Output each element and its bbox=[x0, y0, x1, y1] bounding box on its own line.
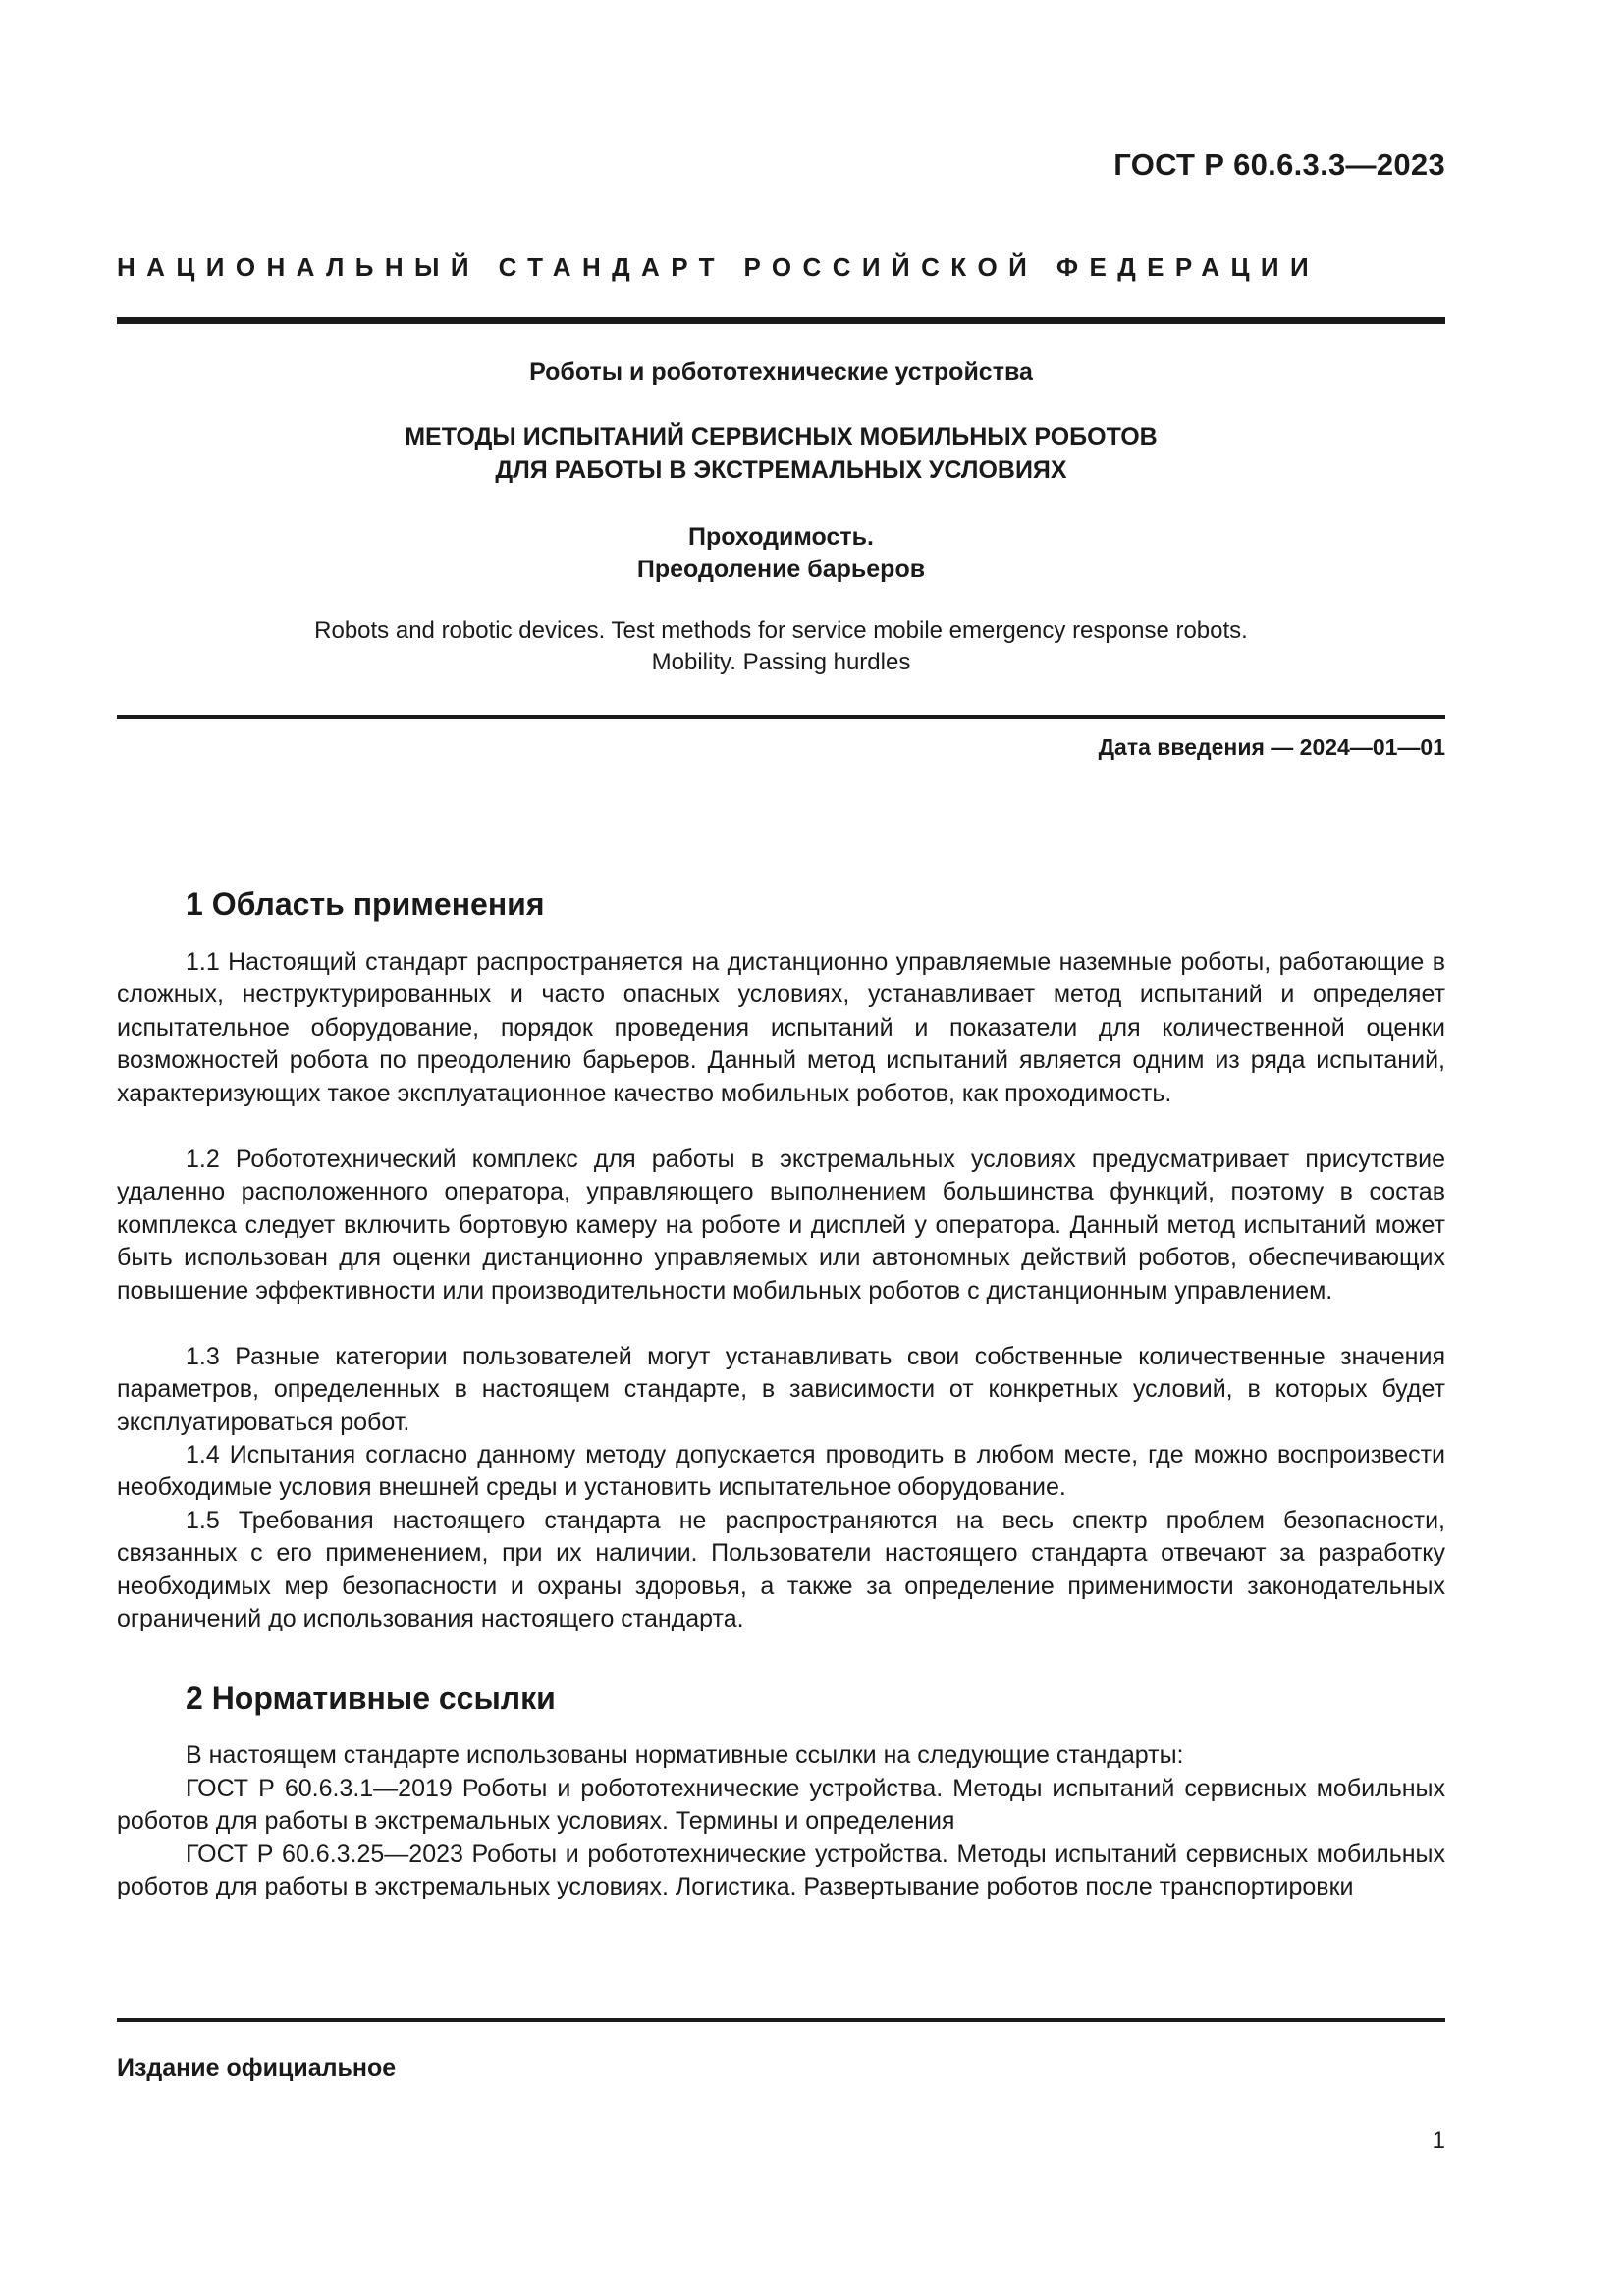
introduction-date: Дата введения — 2024—01—01 bbox=[1098, 734, 1445, 760]
footer-rule bbox=[117, 2018, 1445, 2022]
header-rule bbox=[117, 317, 1445, 324]
part-title-line-2: Преодоление барьеров bbox=[636, 556, 926, 583]
english-title-line-1: Robots and robotic devices. Test methods for service mobile emergency response robots. bbox=[314, 617, 1248, 644]
main-title-line-1: МЕТОДЫ ИСПЫТАНИЙ СЕРВИСНЫХ МОБИЛЬНЫХ РОБОТОВ bbox=[405, 423, 1158, 451]
general-title: Роботы и робототехнические устройства bbox=[529, 358, 1033, 386]
part-title-line-1: Проходимость. bbox=[688, 523, 874, 551]
standard-number: ГОСТ Р 60.6.3.3—2023 bbox=[1113, 147, 1445, 182]
paragraph-1-5: 1.5 Требования настоящего стандарта не распространяются на весь спектр проблем безопасности, связанных с его применением, при их наличии. Пользователи настоящего стандарта отвечают за разработку необходимых мер безопасности и охраны здоровья, а также за определение применимости законодательных ограничений до использования настоящего стандарта. bbox=[117, 1507, 1445, 1633]
page-number: 1 bbox=[1432, 2127, 1445, 2154]
section-heading-scope: 1 Область применения bbox=[186, 886, 545, 922]
main-title-line-2: ДЛЯ РАБОТЫ В ЭКСТРЕМАЛЬНЫХ УСЛОВИЯХ bbox=[495, 456, 1067, 484]
paragraph-1-1: 1.1 Настоящий стандарт распространяется на дистанционно управляемые наземные роботы, работающие в сложных, неструктурированных и часто опасных условиях, устанавливает метод испытаний и определяет испытательное оборудование, порядок проведения испытаний и показатели для количественной оценки возможностей робота по преодолению барьеров. Данный метод испытаний является одним из ряда испытаний, характеризующих такое эксплуатационное качество мобильных роботов, как проходимость. bbox=[117, 948, 1445, 1107]
paragraph-1-2: 1.2 Робототехнический комплекс для работы в экстремальных условиях предусматривает присутствие удаленно расположенного оператора, управляющего выполнением большинства функций, поэтому в состав комплекса следует включить бортовую камеру на роботе и дисплей у оператора. Данный метод испытаний может быть использован для оценки дистанционно управляемых или автономных действий роботов, обеспечивающих повышение эффективности или производительности мобильных роботов с дистанционным управлением. bbox=[117, 1146, 1445, 1305]
references-intro: В настоящем стандарте использованы нормативные ссылки на следующие стандарты: bbox=[186, 1741, 1184, 1769]
section-heading-normative-references: 2 Нормативные ссылки bbox=[186, 1681, 556, 1716]
reference-gost-60-6-3-1: ГОСТ Р 60.6.3.1—2019 Роботы и робототехнические устройства. Методы испытаний сервисных мобильных роботов для работы в экстремальных условиях. Термины и определения bbox=[117, 1775, 1445, 1836]
title-rule bbox=[117, 715, 1445, 719]
english-title-line-2: Mobility. Passing hurdles bbox=[651, 649, 911, 675]
official-edition-label: Издание официальное bbox=[117, 2055, 397, 2082]
paragraph-1-4: 1.4 Испытания согласно данному методу допускается проводить в любом месте, где можно воспроизвести необходимые условия внешней среды и установить испытательное оборудование. bbox=[117, 1441, 1445, 1502]
paragraph-1-3: 1.3 Разные категории пользователей могут устанавливать свои собственные количественные значения параметров, определенных в настоящем стандарте, в зависимости от конкретных условий, в которых будет эксплуатироваться робот. bbox=[117, 1343, 1445, 1436]
national-standard-header: НАЦИОНАЛЬНЫЙ СТАНДАРТ РОССИЙСКОЙ ФЕДЕРАЦИИ bbox=[117, 252, 1321, 282]
reference-gost-60-6-3-25: ГОСТ Р 60.6.3.25—2023 Роботы и робототехнические устройства. Методы испытаний сервисных мобильных роботов для работы в экстремальных условиях. Логистика. Развертывание роботов после транспортировки bbox=[117, 1841, 1445, 1901]
